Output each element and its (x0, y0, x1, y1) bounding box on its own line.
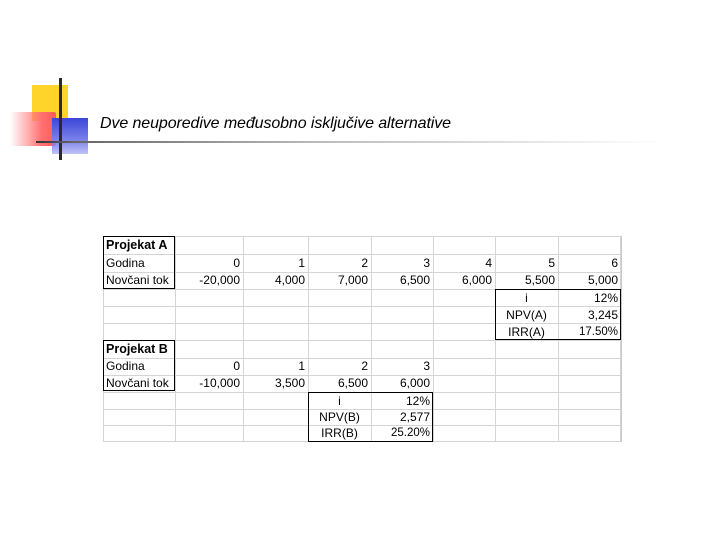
project-b-year-label: Godina (106, 359, 145, 373)
project-b-rate-value: 12% (405, 394, 430, 408)
project-a-rate-label: i (525, 291, 528, 305)
table-cell: 2 (361, 359, 368, 373)
project-a-cashflow-label: Novčani tok (106, 273, 169, 287)
project-a-npv-value: 3,245 (587, 308, 618, 322)
table-cell: 5 (548, 256, 555, 270)
table-cell: 5,000 (587, 273, 618, 287)
project-b-irr-value: 25.20% (390, 427, 430, 439)
project-b-npv-label: NPV(B) (319, 410, 360, 424)
project-a-npv-label: NPV(A) (506, 308, 547, 322)
page-title: Dve neuporedive međusobno isključive alternative (100, 115, 451, 132)
title-deco-vertical-line (59, 78, 62, 160)
table-cell: 4 (485, 256, 492, 270)
table-cell: 6,000 (399, 376, 430, 390)
title-underline (36, 141, 662, 143)
table-cell: 3,500 (274, 376, 305, 390)
project-a-irr-label: IRR(A) (508, 325, 545, 339)
table-cell: 7,000 (337, 273, 368, 287)
project-a-rate-value: 12% (593, 291, 618, 305)
project-b-cashflow-label: Novčani tok (106, 376, 169, 390)
project-b-npv-value: 2,577 (399, 410, 430, 424)
table-cell: 3 (423, 359, 430, 373)
table-cell: 6,500 (399, 273, 430, 287)
table-cell: 6,000 (461, 273, 492, 287)
table-cell: -10,000 (199, 376, 240, 390)
project-b-irr-label: IRR(B) (321, 426, 358, 440)
table-cell: 6,500 (337, 376, 368, 390)
table-cell: 4,000 (274, 273, 305, 287)
table-cell: 2 (361, 256, 368, 270)
project-b-label: Projekat B (106, 342, 168, 356)
project-a-label: Projekat A (106, 238, 168, 252)
table-cell: 3 (423, 256, 430, 270)
project-a-year-label: Godina (106, 256, 145, 270)
table-cell: 1 (298, 359, 305, 373)
project-b-rate-label: i (338, 394, 341, 408)
table-cell: 1 (298, 256, 305, 270)
title-deco-blue-square (52, 118, 88, 154)
spreadsheet-table (103, 236, 622, 442)
table-cell: 0 (233, 359, 240, 373)
table-cell: -20,000 (199, 273, 240, 287)
project-a-irr-value: 17.50% (578, 326, 618, 338)
table-cell: 6 (611, 256, 618, 270)
table-cell: 0 (233, 256, 240, 270)
table-cell: 5,500 (524, 273, 555, 287)
